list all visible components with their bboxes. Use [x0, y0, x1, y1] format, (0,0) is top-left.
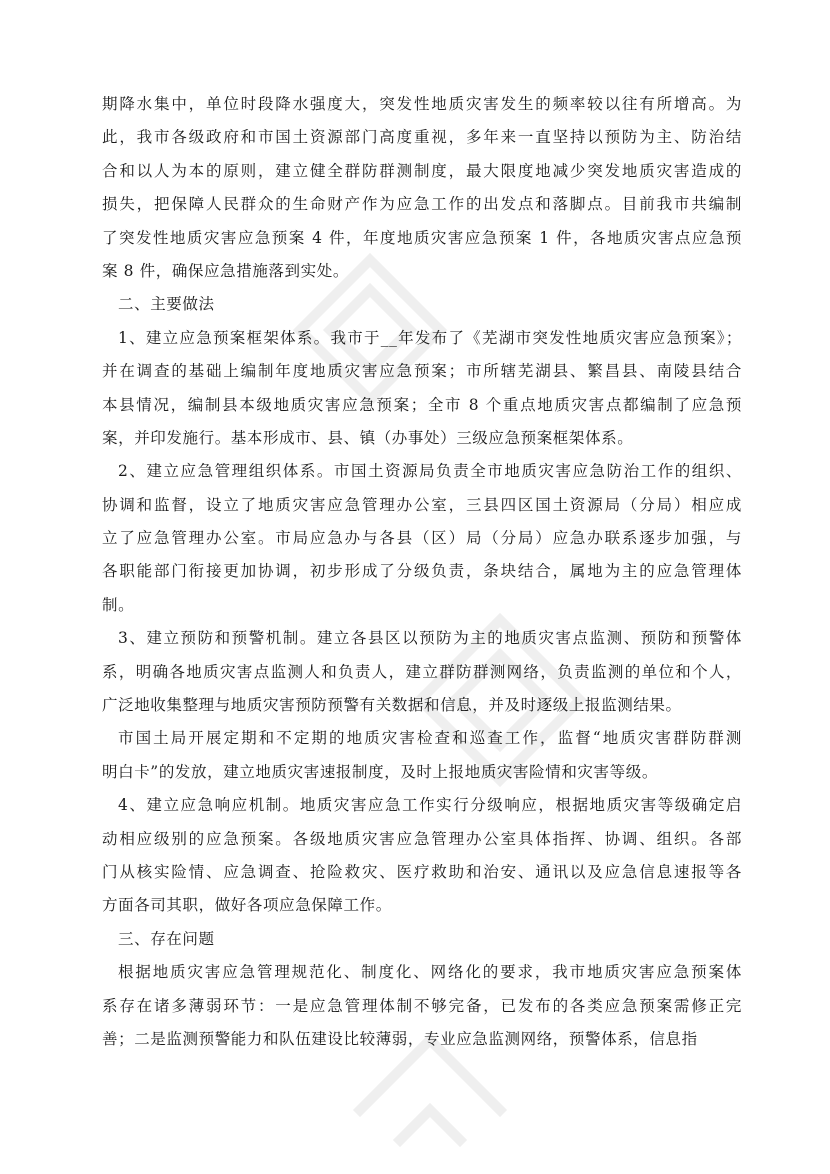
paragraph-item-1 — [102, 322, 742, 456]
text-line: 2、建立应急管理组织体系。市国土资源局负责全市地质灾害应急防治工作的组织、 — [118, 462, 742, 481]
text-line: 方面各司其职，做好各项应急保障工作。 — [102, 896, 392, 915]
paragraph-item-2 — [102, 455, 742, 622]
paragraph-heading-3 — [102, 923, 742, 956]
text-line: 损失，把保障人民群众的生命财产作为应急工作的出发点和落脚点。目前我市共编制 — [102, 195, 742, 214]
paragraph-heading-2 — [102, 288, 742, 321]
text-line: 3、建立预防和预警机制。建立各县区以预防为主的地质灾害点监测、预防和预警体 — [118, 629, 742, 648]
text-line: 市国土局开展定期和不定期的地质灾害检查和巡查工作，监督“地质灾害群防群测 — [118, 729, 742, 748]
text-line: 4、建立应急响应机制。地质灾害应急工作实行分级响应，根据地质灾害等级确定启 — [118, 796, 742, 815]
text-line: 二、主要做法 — [118, 295, 215, 314]
text-line: 明白卡”的发放，建立地质灾害速报制度，及时上报地质灾害险情和灾害等级。 — [102, 762, 658, 781]
text-line: 门从核实险情、应急调查、抢险救灾、医疗救助和治安、通讯以及应急信息速报等各 — [102, 862, 742, 881]
text-line: 本县情况，编制县本级地质灾害应急预案；全市 8 个重点地质灾害点都编制了应急预 — [102, 395, 742, 414]
text-line: 协调和监督，设立了地质灾害应急管理办公室，三县四区国土资源局（分局）相应成 — [102, 495, 742, 514]
text-line: 期降水集中，单位时段降水强度大，突发性地质灾害发生的频率较以往有所增高。为 — [102, 95, 742, 113]
paragraph-problems — [102, 956, 742, 1056]
text-line: 制。 — [102, 595, 135, 614]
text-line: 三、存在问题 — [118, 929, 215, 948]
paragraph-item-4 — [102, 789, 742, 923]
text-line: 此，我市各级政府和市国土资源部门高度重视，多年来一直坚持以预防为主、防治结 — [102, 128, 742, 147]
text-line: 合和以人为本的原则，建立健全群防群测制度，最大限度地减少突发地质灾害造成的 — [102, 161, 742, 180]
text-line: 立了应急管理办公室。市局应急办与各县（区）局（分局）应急办联系逐步加强，与 — [102, 529, 742, 548]
text-line: 1、建立应急预案框架体系。我市于__年发布了《芜湖市突发性地质灾害应急预案》； — [118, 328, 742, 347]
text-line: 善；二是监测预警能力和队伍建设比较薄弱，专业应急监测网络，预警体系，信息指 — [102, 1029, 698, 1048]
text-line: 并在调查的基础上编制年度地质灾害应急预案；市所辖芜湖县、繁昌县、南陵县结合 — [102, 362, 742, 381]
text-line: 动相应级别的应急预案。各级地质灾害应急管理办公室具体指挥、协调、组织。各部 — [102, 829, 742, 848]
text-line: 系存在诸多薄弱环节：一是应急管理体制不够完备，已发布的各类应急预案需修正完 — [102, 996, 742, 1015]
text-line: 广泛地收集整理与地质灾害预防预警有关数据和信息，并及时逐级上报监测结果。 — [102, 696, 682, 715]
document-body — [102, 88, 742, 1056]
text-line: 案，并印发施行。基本形成市、县、镇（办事处）三级应急预案框架体系。 — [102, 428, 634, 447]
paragraph-item-3b — [102, 722, 742, 789]
text-line: 各职能部门衔接更加协调，初步形成了分级负责，条块结合，属地为主的应急管理体 — [102, 562, 742, 581]
text-line: 了突发性地质灾害应急预案 4 件，年度地质灾害应急预案 1 件，各地质灾害点应急预 — [102, 228, 742, 247]
paragraph-item-3 — [102, 622, 742, 722]
text-line: 系，明确各地质灾害点监测人和负责人，建立群防群测网络，负责监测的单位和个人， — [102, 662, 742, 681]
text-line: 案 8 件，确保应急措施落到实处。 — [102, 261, 349, 280]
paragraph-intro-continued — [102, 88, 742, 288]
text-line: 根据地质灾害应急管理规范化、制度化、网络化的要求，我市地质灾害应急预案体 — [118, 963, 742, 982]
